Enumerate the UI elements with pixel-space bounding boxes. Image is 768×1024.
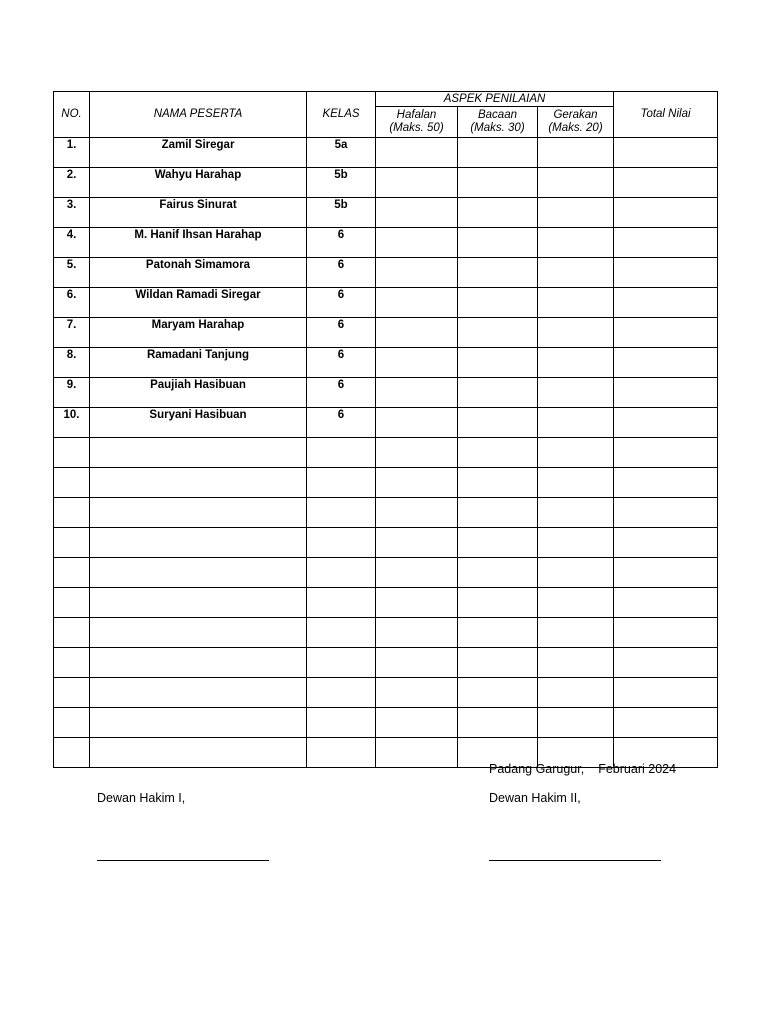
empty-cell-kelas xyxy=(307,678,376,708)
row-gerakan-score xyxy=(538,168,614,198)
empty-table-row xyxy=(54,588,718,618)
header-hafalan-max: (Maks. 50) xyxy=(389,122,444,134)
empty-cell-hafalan xyxy=(376,558,458,588)
empty-cell-gerakan xyxy=(538,708,614,738)
row-kelas: 6 xyxy=(307,348,376,378)
row-name: Fairus Sinurat xyxy=(90,198,307,228)
empty-cell-bacaan xyxy=(458,528,538,558)
row-gerakan-score xyxy=(538,198,614,228)
row-total-score xyxy=(614,408,718,438)
empty-cell-gerakan xyxy=(538,528,614,558)
empty-table-row xyxy=(54,498,718,528)
empty-cell-total xyxy=(614,618,718,648)
empty-cell-hafalan xyxy=(376,648,458,678)
empty-cell-hafalan xyxy=(376,528,458,558)
header-total-nilai: Total Nilai xyxy=(614,92,718,138)
row-hafalan-score xyxy=(376,258,458,288)
empty-cell-bacaan xyxy=(458,498,538,528)
empty-cell-name xyxy=(90,528,307,558)
row-kelas: 6 xyxy=(307,378,376,408)
empty-cell-gerakan xyxy=(538,588,614,618)
empty-cell-total xyxy=(614,438,718,468)
empty-cell-gerakan xyxy=(538,438,614,468)
row-bacaan-score xyxy=(458,198,538,228)
row-name: Maryam Harahap xyxy=(90,318,307,348)
empty-cell-no xyxy=(54,558,90,588)
row-total-score xyxy=(614,288,718,318)
row-gerakan-score xyxy=(538,228,614,258)
row-name: Wildan Ramadi Siregar xyxy=(90,288,307,318)
table-row xyxy=(54,138,718,168)
row-bacaan-score xyxy=(458,348,538,378)
empty-table-row xyxy=(54,468,718,498)
row-no: 9. xyxy=(54,378,90,408)
empty-cell-kelas xyxy=(307,648,376,678)
empty-cell-kelas xyxy=(307,498,376,528)
empty-cell-hafalan xyxy=(376,618,458,648)
row-kelas: 5b xyxy=(307,168,376,198)
row-kelas: 6 xyxy=(307,288,376,318)
table-row xyxy=(54,288,718,318)
row-bacaan-score xyxy=(458,168,538,198)
table-row xyxy=(54,198,718,228)
row-total-score xyxy=(614,198,718,228)
empty-cell-no xyxy=(54,708,90,738)
row-bacaan-score xyxy=(458,408,538,438)
header-nama-peserta: NAMA PESERTA xyxy=(90,92,307,138)
row-gerakan-score xyxy=(538,348,614,378)
empty-table-row xyxy=(54,528,718,558)
header-kelas: KELAS xyxy=(307,92,376,138)
row-no: 7. xyxy=(54,318,90,348)
row-name: Paujiah Hasibuan xyxy=(90,378,307,408)
empty-table-row xyxy=(54,678,718,708)
row-bacaan-score xyxy=(458,318,538,348)
row-name: Zamil Siregar xyxy=(90,138,307,168)
row-no: 4. xyxy=(54,228,90,258)
place-date xyxy=(489,762,676,776)
empty-table-row xyxy=(54,708,718,738)
empty-cell-name xyxy=(90,468,307,498)
empty-cell-total xyxy=(614,528,718,558)
empty-cell-kelas xyxy=(307,708,376,738)
row-no: 5. xyxy=(54,258,90,288)
row-gerakan-score xyxy=(538,258,614,288)
empty-cell-total xyxy=(614,588,718,618)
row-bacaan-score xyxy=(458,138,538,168)
empty-cell-bacaan xyxy=(458,558,538,588)
header-bacaan-label: Bacaan xyxy=(477,109,517,121)
empty-table-row xyxy=(54,648,718,678)
row-kelas: 6 xyxy=(307,258,376,288)
row-no: 6. xyxy=(54,288,90,318)
empty-cell-total xyxy=(614,648,718,678)
judge-1-signature-line xyxy=(97,860,269,861)
date-text: Februari 2024 xyxy=(598,762,677,776)
empty-cell-name xyxy=(90,678,307,708)
row-gerakan-score xyxy=(538,318,614,348)
empty-cell-kelas xyxy=(307,738,376,768)
row-total-score xyxy=(614,378,718,408)
empty-cell-no xyxy=(54,648,90,678)
table-row xyxy=(54,318,718,348)
empty-cell-gerakan xyxy=(538,498,614,528)
row-hafalan-score xyxy=(376,288,458,318)
row-gerakan-score xyxy=(538,408,614,438)
empty-cell-kelas xyxy=(307,438,376,468)
judge-2-label: Dewan Hakim II, xyxy=(489,791,581,805)
row-name: Patonah Simamora xyxy=(90,258,307,288)
empty-cell-bacaan xyxy=(458,438,538,468)
row-gerakan-score xyxy=(538,288,614,318)
row-hafalan-score xyxy=(376,168,458,198)
row-no: 3. xyxy=(54,198,90,228)
empty-cell-no xyxy=(54,678,90,708)
row-bacaan-score xyxy=(458,258,538,288)
table-row xyxy=(54,228,718,258)
row-total-score xyxy=(614,228,718,258)
table-row xyxy=(54,408,718,438)
empty-cell-kelas xyxy=(307,528,376,558)
score-table xyxy=(53,91,718,768)
empty-cell-hafalan xyxy=(376,438,458,468)
row-total-score xyxy=(614,318,718,348)
row-name: Ramadani Tanjung xyxy=(90,348,307,378)
header-gerakan xyxy=(538,107,614,138)
header-bacaan xyxy=(458,107,538,138)
row-kelas: 6 xyxy=(307,408,376,438)
empty-cell-gerakan xyxy=(538,678,614,708)
empty-cell-no xyxy=(54,498,90,528)
header-no: NO. xyxy=(54,92,90,138)
empty-cell-total xyxy=(614,708,718,738)
row-hafalan-score xyxy=(376,348,458,378)
row-total-score xyxy=(614,258,718,288)
header-aspek-penilaian: ASPEK PENILAIAN xyxy=(376,92,614,107)
row-gerakan-score xyxy=(538,138,614,168)
row-kelas: 6 xyxy=(307,228,376,258)
empty-cell-name xyxy=(90,438,307,468)
row-no: 1. xyxy=(54,138,90,168)
empty-cell-bacaan xyxy=(458,618,538,648)
row-hafalan-score xyxy=(376,408,458,438)
empty-cell-bacaan xyxy=(458,468,538,498)
empty-cell-no xyxy=(54,438,90,468)
row-no: 10. xyxy=(54,408,90,438)
table-body xyxy=(54,138,718,768)
empty-cell-total xyxy=(614,558,718,588)
judge-1-label: Dewan Hakim I, xyxy=(97,791,186,805)
empty-cell-kelas xyxy=(307,558,376,588)
empty-cell-hafalan xyxy=(376,468,458,498)
row-hafalan-score xyxy=(376,378,458,408)
place-text: Padang Garugur, xyxy=(489,762,585,776)
table-row xyxy=(54,348,718,378)
empty-cell-hafalan xyxy=(376,708,458,738)
empty-cell-hafalan xyxy=(376,738,458,768)
empty-cell-name xyxy=(90,558,307,588)
empty-cell-no xyxy=(54,468,90,498)
empty-cell-hafalan xyxy=(376,588,458,618)
row-kelas: 5a xyxy=(307,138,376,168)
empty-cell-bacaan xyxy=(458,708,538,738)
row-total-score xyxy=(614,168,718,198)
empty-cell-name xyxy=(90,738,307,768)
empty-cell-total xyxy=(614,468,718,498)
empty-cell-gerakan xyxy=(538,558,614,588)
row-total-score xyxy=(614,348,718,378)
header-gerakan-label: Gerakan xyxy=(553,109,598,121)
empty-cell-no xyxy=(54,618,90,648)
row-hafalan-score xyxy=(376,228,458,258)
empty-cell-gerakan xyxy=(538,468,614,498)
empty-cell-gerakan xyxy=(538,618,614,648)
empty-cell-kelas xyxy=(307,468,376,498)
row-hafalan-score xyxy=(376,318,458,348)
row-gerakan-score xyxy=(538,378,614,408)
header-gerakan-max: (Maks. 20) xyxy=(548,122,603,134)
header-hafalan xyxy=(376,107,458,138)
empty-cell-hafalan xyxy=(376,498,458,528)
empty-table-row xyxy=(54,558,718,588)
row-no: 8. xyxy=(54,348,90,378)
empty-cell-kelas xyxy=(307,588,376,618)
row-total-score xyxy=(614,138,718,168)
empty-cell-name xyxy=(90,708,307,738)
empty-cell-kelas xyxy=(307,618,376,648)
header-bacaan-max: (Maks. 30) xyxy=(470,122,525,134)
empty-cell-gerakan xyxy=(538,648,614,678)
empty-cell-no xyxy=(54,738,90,768)
row-hafalan-score xyxy=(376,198,458,228)
row-bacaan-score xyxy=(458,288,538,318)
empty-cell-no xyxy=(54,588,90,618)
empty-cell-name xyxy=(90,648,307,678)
row-hafalan-score xyxy=(376,138,458,168)
empty-cell-bacaan xyxy=(458,648,538,678)
judge-2-signature-line xyxy=(489,860,661,861)
empty-cell-no xyxy=(54,528,90,558)
empty-cell-name xyxy=(90,498,307,528)
row-kelas: 5b xyxy=(307,198,376,228)
table-row xyxy=(54,258,718,288)
empty-cell-total xyxy=(614,678,718,708)
empty-cell-bacaan xyxy=(458,678,538,708)
row-name: Suryani Hasibuan xyxy=(90,408,307,438)
empty-cell-name xyxy=(90,588,307,618)
empty-cell-bacaan xyxy=(458,588,538,618)
row-name: M. Hanif Ihsan Harahap xyxy=(90,228,307,258)
header-hafalan-label: Hafalan xyxy=(396,109,437,121)
row-bacaan-score xyxy=(458,378,538,408)
table-row xyxy=(54,168,718,198)
empty-cell-name xyxy=(90,618,307,648)
empty-table-row xyxy=(54,618,718,648)
empty-cell-hafalan xyxy=(376,678,458,708)
row-bacaan-score xyxy=(458,228,538,258)
row-name: Wahyu Harahap xyxy=(90,168,307,198)
empty-cell-total xyxy=(614,498,718,528)
row-kelas: 6 xyxy=(307,318,376,348)
empty-table-row xyxy=(54,438,718,468)
row-no: 2. xyxy=(54,168,90,198)
table-row xyxy=(54,378,718,408)
